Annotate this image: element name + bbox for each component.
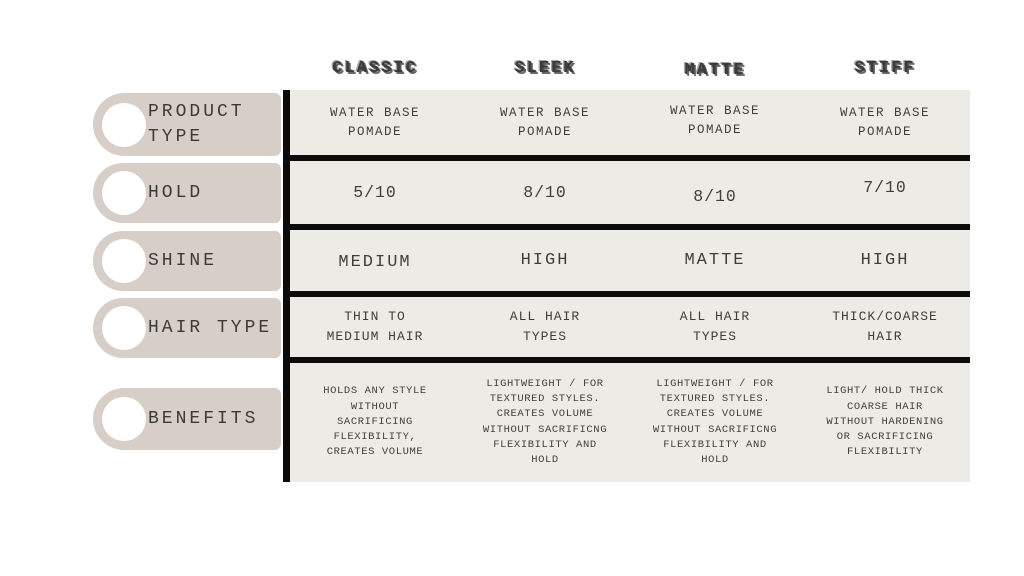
cell-benefits-classic: HOLDS ANY STYLE WITHOUT SACRIFICING FLEXIBILITY, CREATES VOLUME xyxy=(323,385,427,459)
row-label-pill-benefits xyxy=(93,388,281,450)
cell-hold-matte: 8/10 xyxy=(693,187,737,206)
pill-circle-icon xyxy=(102,239,146,283)
cell-hair-type-stiff: THICK/COARSE HAIR xyxy=(832,308,938,344)
cell-product-type-stiff: WATER BASE POMADE xyxy=(839,105,930,139)
column-header-sleek: SLEEK xyxy=(514,58,576,78)
row-label-pill-shine xyxy=(93,231,281,291)
row-label-pill-product-type xyxy=(93,93,281,156)
cell-hair-type-classic: THIN TO MEDIUM HAIR xyxy=(326,308,424,344)
cell-hold-sleek: 8/10 xyxy=(523,183,567,202)
column-header-row xyxy=(290,52,970,84)
cell-benefits-matte: LIGHTWEIGHT / FOR TEXTURED STYLES. CREATES VOLUME WITHOUT SACRIFICNG FLEXIBILITY AND HOLD xyxy=(652,377,778,466)
row-label-pill-hold xyxy=(93,163,281,223)
row-label-hair-type: HAIR TYPE xyxy=(148,317,273,338)
cell-shine-sleek: HIGH xyxy=(520,251,570,270)
table-row-hold xyxy=(290,161,970,224)
table-row-product-type xyxy=(290,90,970,155)
cell-shine-matte: MATTE xyxy=(684,251,746,270)
pill-circle-icon xyxy=(102,103,146,147)
row-label-benefits: BENEFITS xyxy=(148,408,259,429)
comparison-grid xyxy=(283,90,970,482)
table-row-benefits xyxy=(290,363,970,482)
table-row-hair-type xyxy=(290,297,970,357)
cell-hair-type-matte: ALL HAIR TYPES xyxy=(679,308,751,344)
row-label-product-type: PRODUCT TYPE xyxy=(148,102,245,147)
column-header-stiff: STIFF xyxy=(854,58,916,78)
table-row-shine xyxy=(290,230,970,291)
cell-product-type-classic: WATER BASE POMADE xyxy=(329,105,420,139)
row-label-shine: SHINE xyxy=(148,250,218,271)
cell-product-type-sleek: WATER BASE POMADE xyxy=(499,105,590,139)
row-label-pill-hair-type xyxy=(93,298,281,358)
cell-shine-classic: MEDIUM xyxy=(338,253,412,272)
cell-shine-stiff: HIGH xyxy=(860,251,910,270)
column-header-matte: MATTE xyxy=(684,60,746,80)
column-header-classic: CLASSIC xyxy=(332,58,418,78)
cell-hold-classic: 5/10 xyxy=(353,183,397,202)
cell-benefits-sleek: LIGHTWEIGHT / FOR TEXTURED STYLES. CREATES VOLUME WITHOUT SACRIFICNG FLEXIBILITY AND HOLD xyxy=(482,377,608,466)
pill-circle-icon xyxy=(102,397,146,441)
pill-circle-icon xyxy=(102,171,146,215)
cell-hair-type-sleek: ALL HAIR TYPES xyxy=(509,308,581,344)
cell-benefits-stiff: LIGHT/ HOLD THICK COARSE HAIR WITHOUT HARDENING OR SACRIFICING FLEXIBILITY xyxy=(826,385,944,459)
cell-product-type-matte: WATER BASE POMADE xyxy=(669,103,760,137)
cell-hold-stiff: 7/10 xyxy=(863,178,907,197)
pill-circle-icon xyxy=(102,306,146,350)
row-label-hold: HOLD xyxy=(148,182,204,203)
